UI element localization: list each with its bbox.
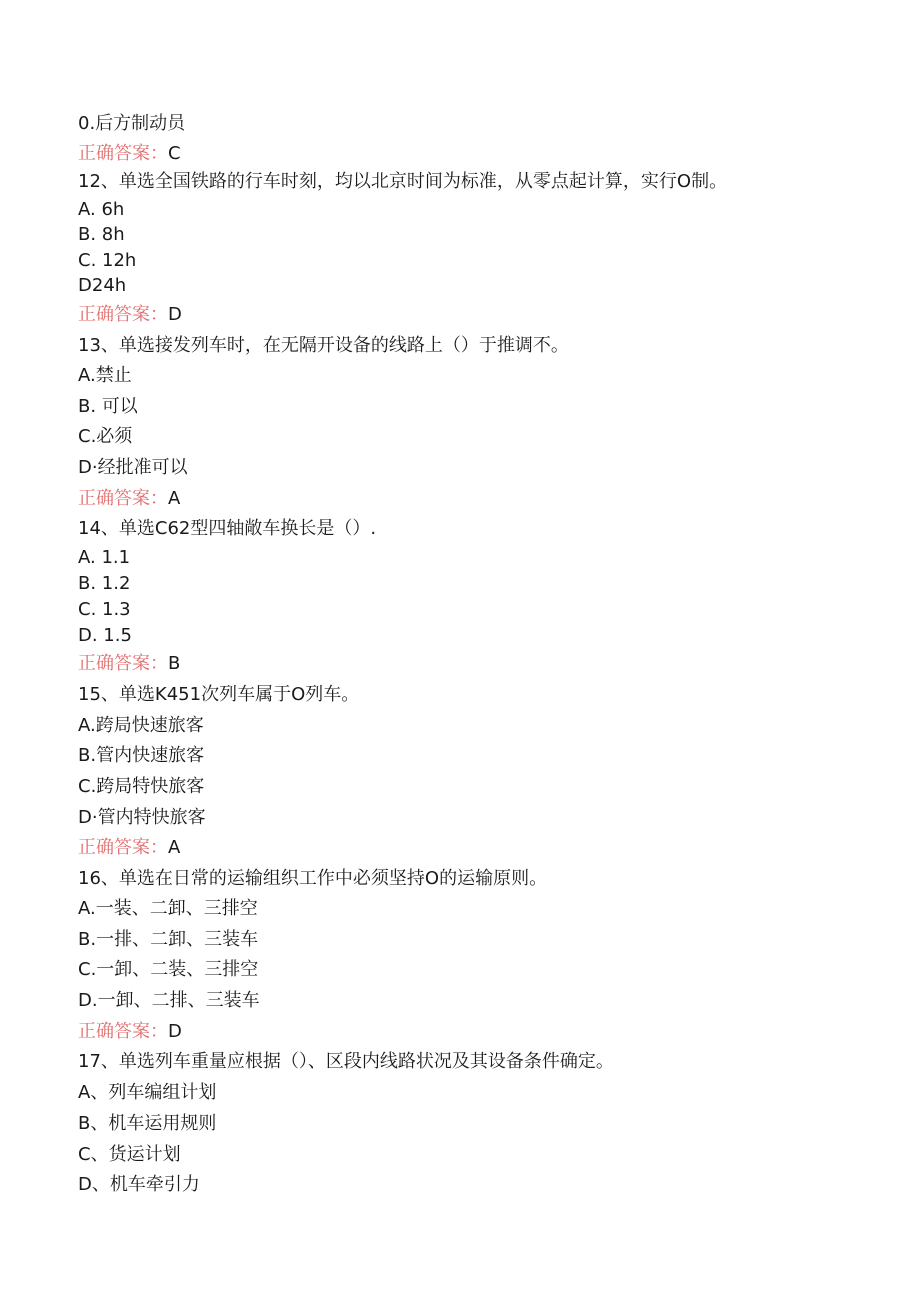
option-line: B. 8h [78, 224, 125, 245]
answer-value: B [168, 653, 181, 674]
answer-label: 正确答案： [78, 837, 168, 858]
option-line: C.跨局特快旅客 [78, 776, 205, 797]
option-line: D. 1.5 [78, 625, 132, 646]
answer-label: 正确答案： [78, 304, 168, 325]
answer-value: A [168, 488, 181, 509]
option-line: C. 12h [78, 250, 137, 271]
option-line: 0.后方制动员 [78, 113, 186, 134]
option-line: D·管内特快旅客 [78, 807, 206, 828]
answer-label: 正确答案： [78, 488, 168, 509]
option-line: B、机车运用规则 [78, 1113, 217, 1134]
option-line: D、机车牵引力 [78, 1174, 200, 1195]
option-line: B. 1.2 [78, 573, 131, 594]
answer-line [78, 487, 180, 511]
option-line: D·经批准可以 [78, 457, 188, 478]
option-line: B.一排、二卸、三装车 [78, 929, 259, 950]
option-line: C. 1.3 [78, 599, 131, 620]
option-line: C.一卸、二装、三排空 [78, 959, 259, 980]
option-line: A. 1.1 [78, 547, 131, 568]
option-line: A.禁止 [78, 365, 132, 386]
option-line: B.管内快速旅客 [78, 745, 205, 766]
answer-value: A [168, 837, 181, 858]
question-line: 16、单选在日常的运输组织工作中必须坚持O的运输原则。 [78, 868, 548, 889]
answer-line [78, 1020, 182, 1044]
option-line: C、货运计划 [78, 1144, 181, 1165]
answer-line [78, 142, 181, 166]
answer-label: 正确答案： [78, 653, 168, 674]
option-line: A. 6h [78, 199, 125, 220]
answer-line [78, 652, 180, 676]
option-line: A.跨局快速旅客 [78, 715, 204, 736]
question-line: 14、单选C62型四轴敞车换长是（）. [78, 518, 377, 539]
answer-line [78, 836, 180, 860]
option-line: D24h [78, 275, 127, 296]
option-line: C.必须 [78, 426, 133, 447]
answer-value: D [168, 1021, 182, 1042]
option-line: A.一装、二卸、三排空 [78, 898, 258, 919]
answer-value: D [168, 304, 182, 325]
question-line: 13、单选接发列车时，在无隔开设备的线路上（）于推调不。 [78, 335, 569, 356]
answer-value: C [168, 143, 181, 164]
option-line: D.一卸、二排、三装车 [78, 990, 260, 1011]
question-line: 17、单选列车重量应根据（）、区段内线路状况及其设备条件确定。 [78, 1051, 614, 1072]
answer-label: 正确答案： [78, 143, 168, 164]
option-line: A、列车编组计划 [78, 1082, 217, 1103]
option-line: B. 可以 [78, 396, 138, 417]
question-line: 12、单选全国铁路的行车时刻，均以北京时间为标准，从零点起计算，实行O制。 [78, 171, 728, 192]
answer-line [78, 303, 182, 327]
answer-label: 正确答案： [78, 1021, 168, 1042]
question-line: 15、单选K451次列车属于O列车。 [78, 684, 360, 705]
